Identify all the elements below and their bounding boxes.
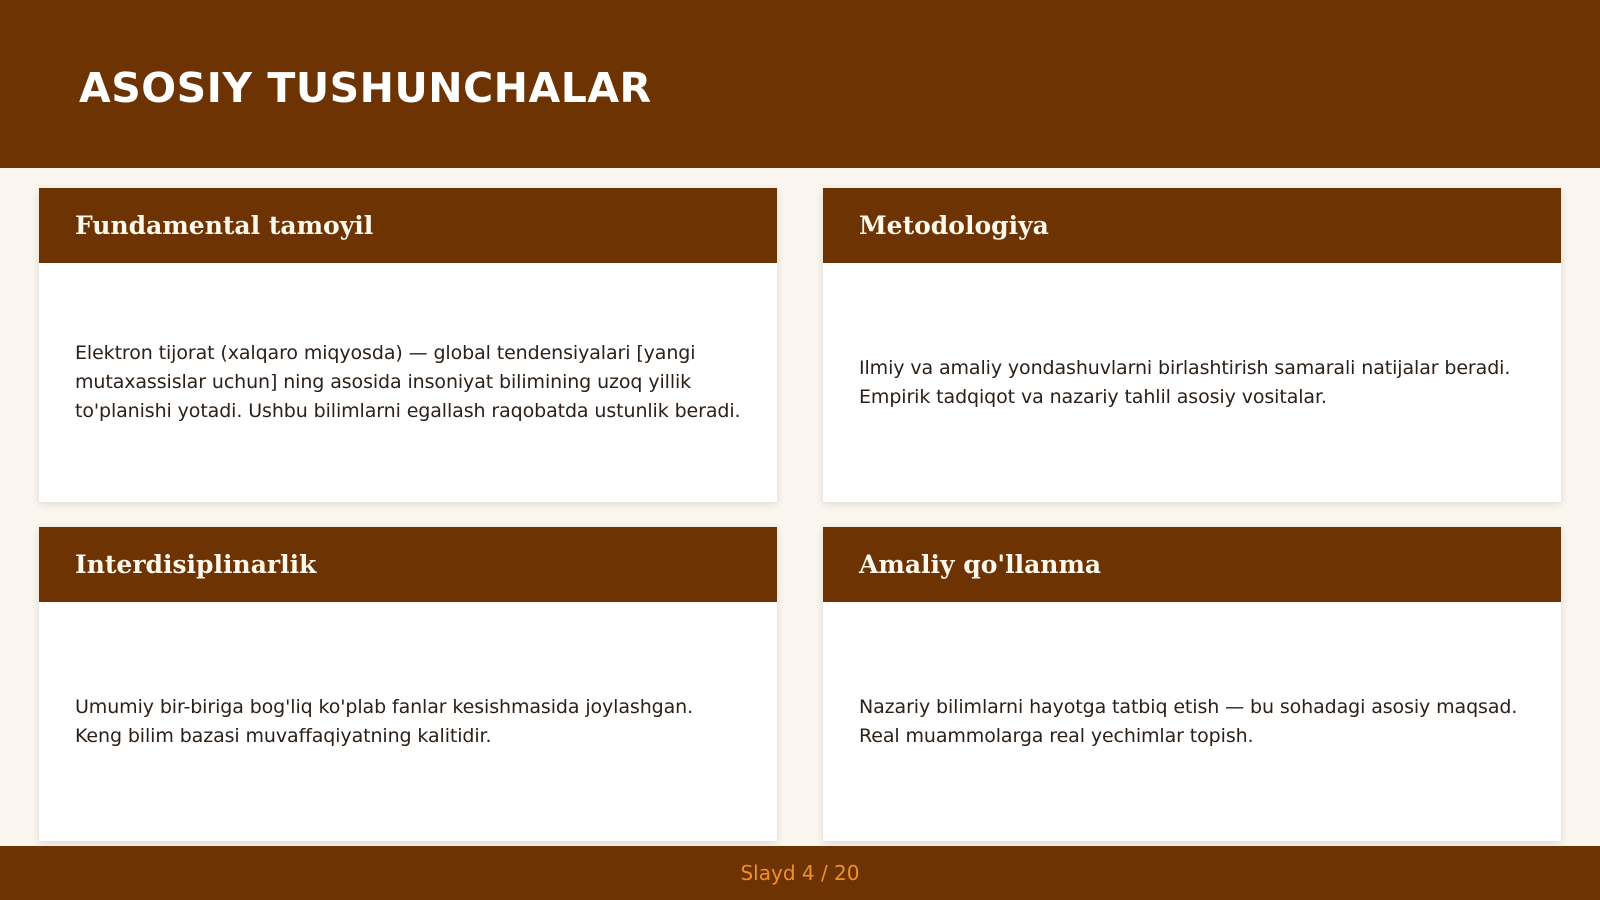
card-text: Nazariy bilimlarni hayotga tatbiq etish — bu sohadagi asosiy maqsad. Real muammolarga real yechimlar topish. — [859, 695, 1518, 747]
card-body — [39, 263, 777, 502]
card-body — [39, 602, 777, 841]
concept-card-fundamental — [39, 188, 777, 502]
card-body — [823, 602, 1561, 841]
card-header — [39, 527, 777, 602]
card-title: Interdisiplinarlik — [75, 550, 317, 579]
card-header — [823, 188, 1561, 263]
concept-card-practical-guide — [823, 527, 1561, 841]
concept-card-interdisciplinarity — [39, 527, 777, 841]
slide-counter: Slayd 4 / 20 — [740, 861, 860, 885]
concept-card-methodology — [823, 188, 1561, 502]
page-title: ASOSIY TUSHUNCHALAR — [79, 64, 652, 112]
card-title: Fundamental tamoyil — [75, 211, 374, 240]
card-title: Metodologiya — [859, 211, 1049, 240]
card-header — [39, 188, 777, 263]
card-title: Amaliy qo'llanma — [859, 550, 1102, 579]
card-text: Elektron tijorat (xalqaro miqyosda) — global tendensiyalari [yangi mutaxassislar uchun] ning asosida insoniyat bilimining uzoq yillik to'planishi yotadi. Ushbu bilimlarni egallash raqobatda ustunlik beradi. — [75, 342, 741, 422]
card-body — [823, 263, 1561, 502]
card-text: Umumiy bir-biriga bog'liq ko'plab fanlar kesishmasida joylashgan. Keng bilim bazasi muvaffaqiyatning kalitidir. — [75, 695, 694, 747]
card-header — [823, 527, 1561, 602]
card-text: Ilmiy va amaliy yondashuvlarni birlashtirish samarali natijalar beradi. Empirik tadqiqot va nazariy tahlil asosiy vositalar. — [859, 356, 1511, 408]
slide-footer — [0, 846, 1600, 900]
slide-header — [0, 0, 1600, 168]
